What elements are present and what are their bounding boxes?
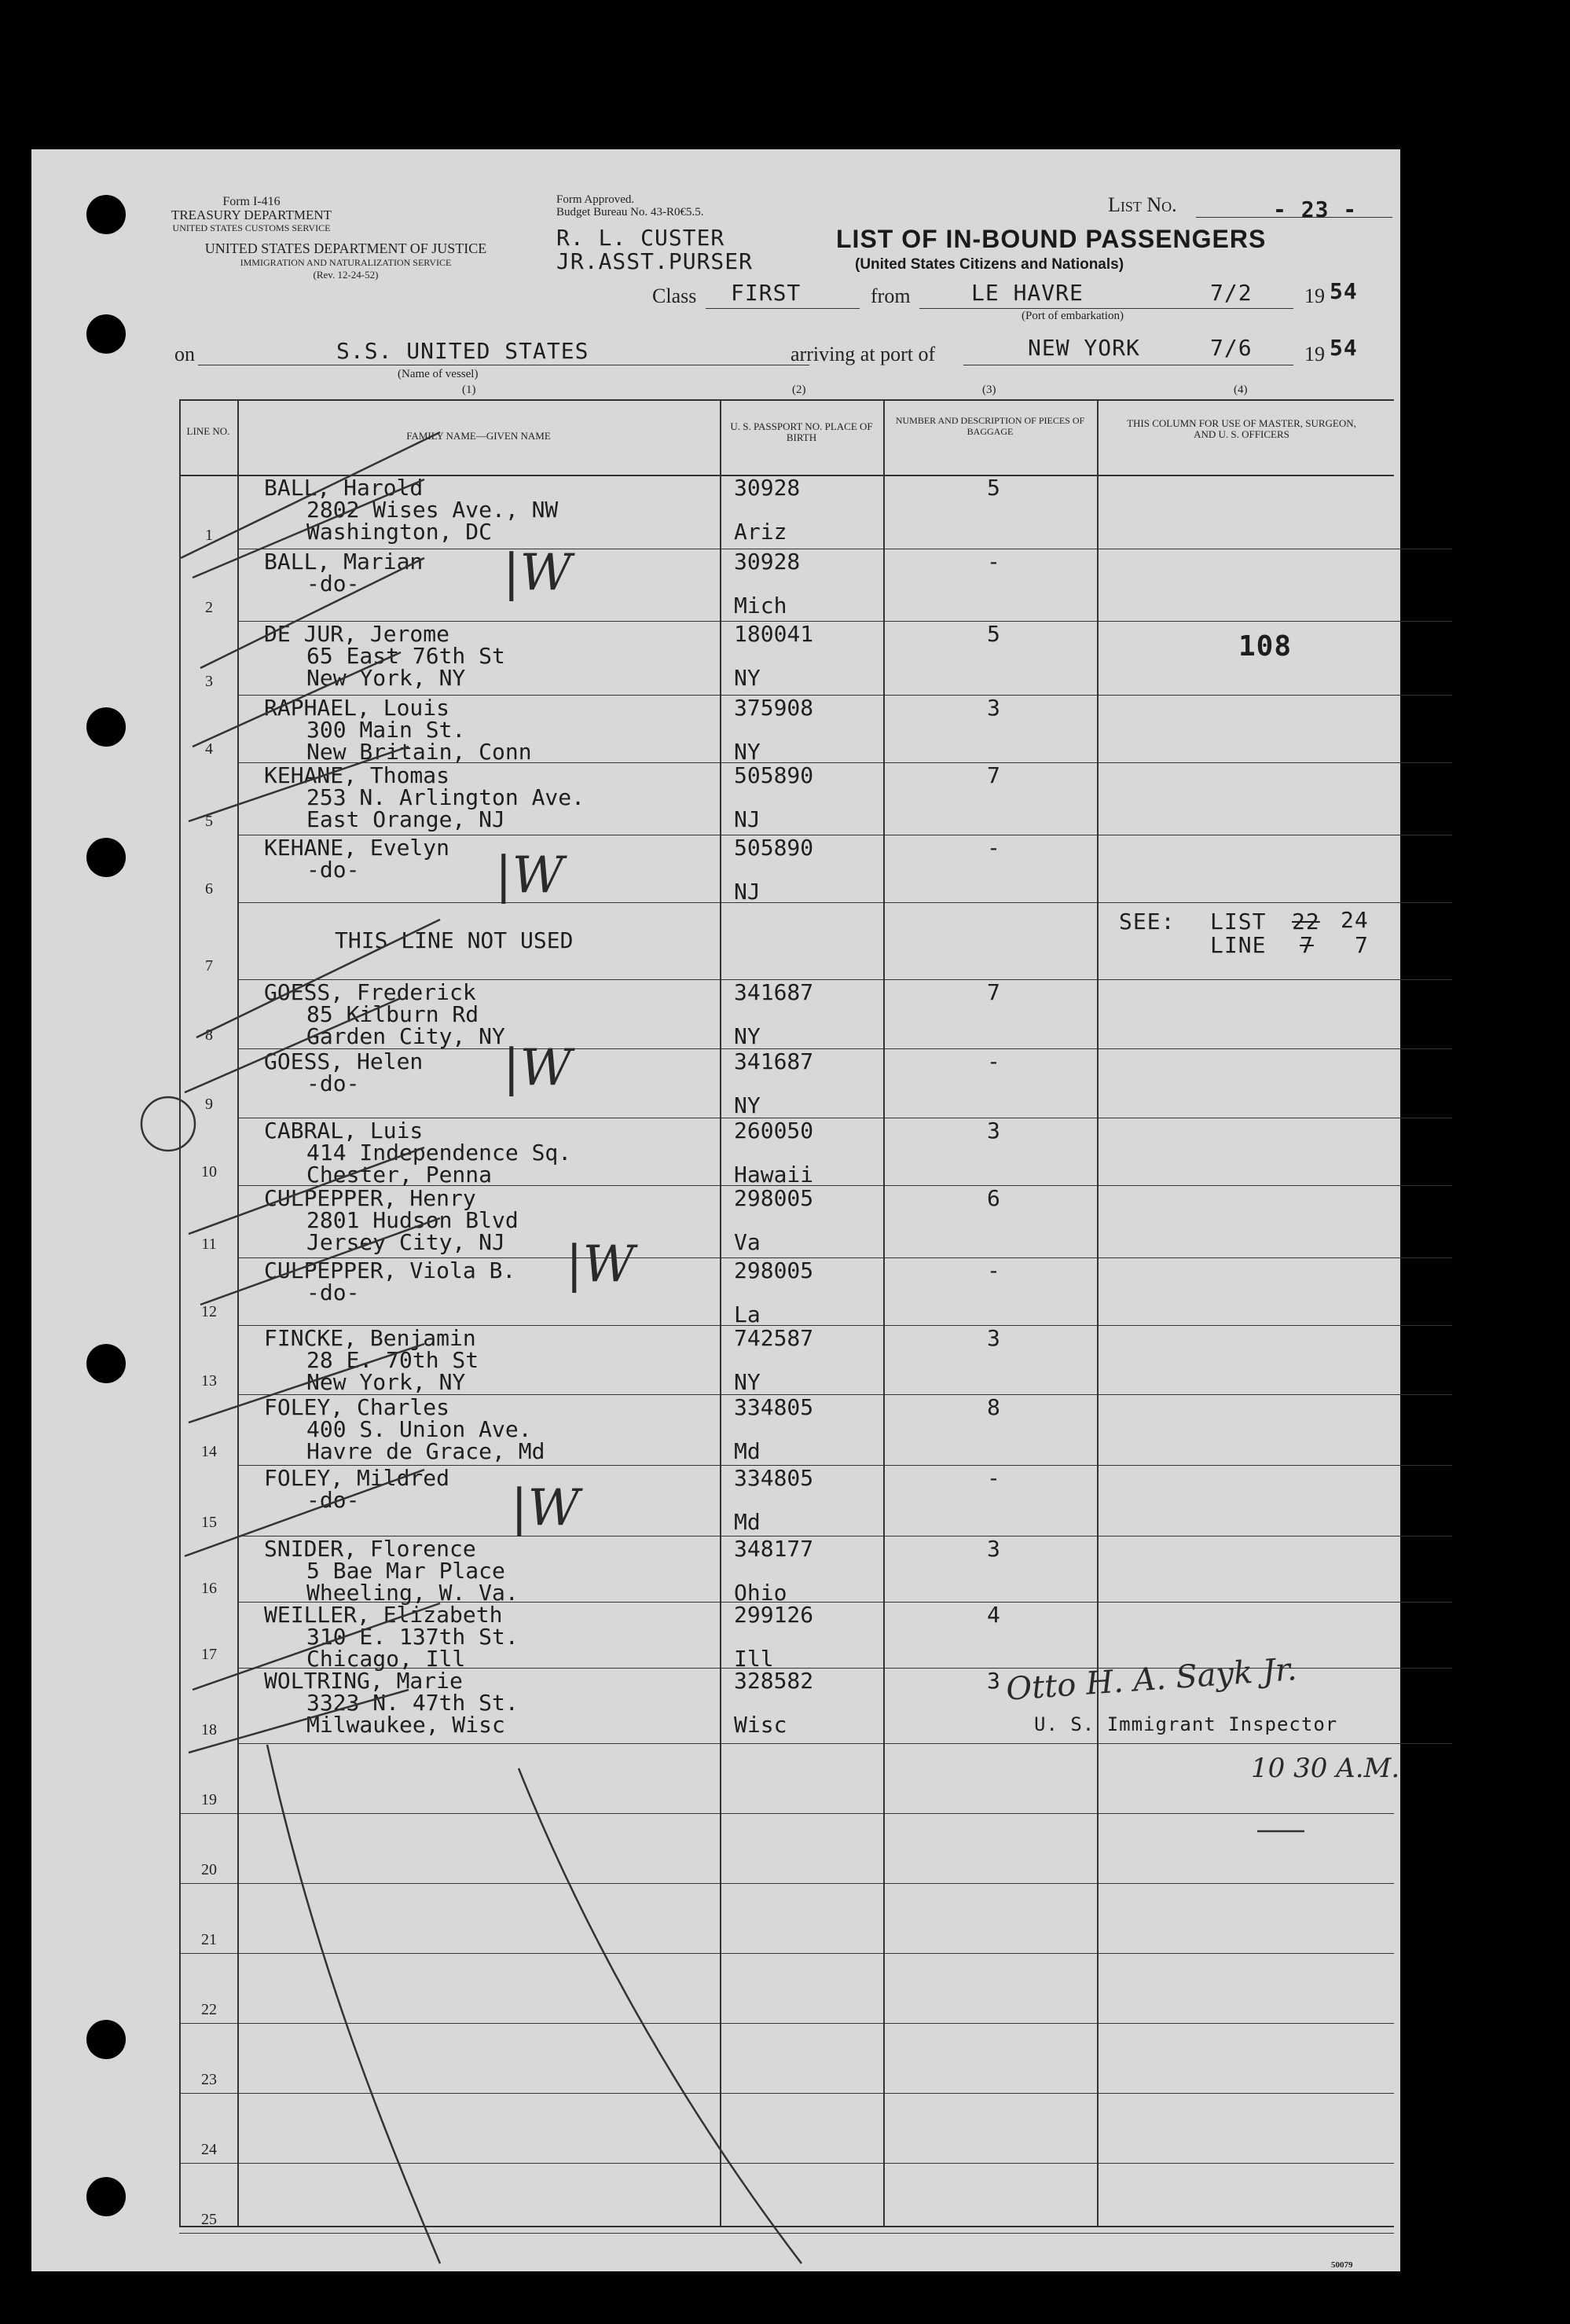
class-label: Class [652,285,697,307]
form-approved: Form Approved. [556,193,635,206]
passenger-name: CULPEPPER, Viola B. [264,1257,516,1283]
baggage-count: - [987,549,1000,575]
passenger-address-line-2: East Orange, NJ [306,806,505,832]
passenger-address-line-1: 2801 Hudson Blvd [306,1207,519,1233]
baggage-count: 7 [987,979,1000,1005]
passenger-name: FOLEY, Charles [264,1394,450,1420]
cancel-stroke [519,1768,802,2263]
line-number: 3 [205,673,213,690]
passport-header: U. S. PASSPORT NO. PLACE OF BIRTH [730,420,873,443]
baggage-count: 3 [987,1325,1000,1351]
passenger-address-line-2: Chicago, Ill [306,1646,466,1672]
place-of-birth: Md [734,1509,761,1535]
passport-number: 30928 [734,475,801,501]
passenger-address-line-1: 310 E. 137th St. [306,1624,519,1650]
line-number: 7 [205,957,213,975]
see-line-struck: 7 [1300,932,1314,958]
check-mark [193,652,401,747]
check-mark [193,479,424,578]
justice-department: UNITED STATES DEPARTMENT OF JUSTICE [204,240,487,256]
place-of-birth: NY [734,1092,761,1118]
passenger-address-line-1: 2802 Wises Ave., NW [306,497,559,523]
check-mark [181,432,440,558]
cancel-stroke [267,1745,440,2263]
see-label: SEE: [1119,909,1176,934]
place-of-birth: La [734,1302,761,1327]
check-mark [189,747,409,821]
passenger-address-line-1: -do- [306,857,360,883]
baggage-count: 8 [987,1394,1000,1420]
year-prefix-1: 19 [1304,285,1325,307]
passport-number: 341687 [734,979,814,1005]
wife-marks [495,544,639,1537]
officer-name: R. L. CUSTER [556,225,725,251]
place-of-birth: NJ [734,806,761,832]
line-7-circle [141,1097,195,1151]
punch-hole [86,314,126,354]
passport-number: 328582 [734,1668,814,1694]
form-revision: (Rev. 12-24-52) [313,269,379,281]
passenger-address-line-1: 3323 N. 47th St. [306,1690,519,1716]
passenger-name: SNIDER, Florence [264,1536,476,1562]
check-mark [200,1218,440,1305]
check-mark [193,1603,440,1690]
place-of-birth: NY [734,665,761,691]
passport-number: 299126 [734,1602,814,1628]
baggage-count: 6 [987,1185,1000,1211]
punch-hole [86,2020,126,2059]
column-number-2: (2) [792,384,806,396]
document-subtitle: (United States Citizens and Nationals) [855,256,1124,273]
passport-number: 180041 [734,621,814,647]
line-number: 14 [201,1443,217,1460]
passenger-name: GOESS, Frederick [264,979,476,1005]
check-mark [189,1690,409,1753]
passenger-address-line-2: New York, NY [306,665,466,691]
passenger-address-line-1: 5 Bae Mar Place [306,1558,505,1584]
baggage-count: - [987,1465,1000,1491]
list-number-value: - 23 - [1273,196,1358,222]
wife-mark: |W [495,846,564,905]
place-of-birth: NY [734,1369,761,1395]
stamp-number: 108 [1238,630,1293,663]
check-mark [185,998,401,1092]
passenger-name: KEHANE, Evelyn [264,835,450,861]
passenger-name: BALL, Harold [264,475,424,501]
passport-number: 742587 [734,1325,814,1351]
wife-mark: |W [511,1479,580,1537]
column-number-1: (1) [462,384,476,396]
from-label: from [871,285,911,307]
place-of-birth: NJ [734,879,761,905]
passenger-address-line-1: -do- [306,1279,360,1305]
line-number: 23 [201,2071,217,2088]
line-number: 9 [205,1096,213,1113]
passenger-address-line-2: Washington, DC [306,519,493,545]
punch-hole [86,707,126,747]
passenger-address-line-2: Milwaukee, Wisc [306,1712,505,1738]
see-list-value: 24 [1341,907,1369,933]
passenger-address-line-1: -do- [306,1487,360,1513]
passenger-name: FINCKE, Benjamin [264,1325,476,1351]
passenger-address-line-1: 300 Main St. [306,717,466,743]
line-number: 24 [201,2141,217,2158]
passenger-address-line-1: 414 Independence Sq. [306,1140,572,1166]
handwritten-marks [31,149,1400,2271]
wife-mark: |W [503,1039,572,1097]
baggage-count: - [987,1257,1000,1283]
passenger-name: KEHANE, Thomas [264,762,450,788]
port-of-embarkation: LE HAVRE [971,280,1084,306]
punch-hole [86,838,126,877]
line-number: 1 [205,527,213,544]
year-2: 54 [1330,335,1358,361]
line-number: 19 [201,1791,217,1808]
inspector-title: U. S. Immigrant Inspector [1034,1713,1338,1735]
baggage-count: 4 [987,1602,1000,1628]
document-page [31,149,1400,2271]
passenger-name: GOESS, Helen [264,1048,424,1074]
year-prefix-2: 19 [1304,343,1325,365]
arrival-port: NEW YORK [1028,335,1140,361]
place-of-birth: Md [734,1438,761,1464]
passenger-address-line-1: 400 S. Union Ave. [306,1416,532,1442]
place-of-birth: Ill [734,1646,774,1672]
arriving-label: arriving at port of [791,343,936,365]
see-list-struck: 22 [1292,909,1320,934]
check-mark [189,1147,424,1234]
passenger-address-line-2: New York, NY [306,1369,466,1395]
passenger-address-line-2: Garden City, NY [306,1023,505,1049]
on-label: on [174,343,195,365]
line-number: 5 [205,813,213,830]
budget-bureau-number: Budget Bureau No. 43-R0€5.5. [556,206,704,218]
column-number-4: (4) [1234,384,1248,396]
passenger-address-line-1: 28 E. 70th St [306,1347,479,1373]
punch-hole [86,2177,126,2216]
passenger-name: DE JUR, Jerome [264,621,450,647]
line-number: 4 [205,740,213,758]
see-line-label: LINE [1210,932,1267,958]
document-title: LIST OF IN-BOUND PASSENGERS [836,225,1267,253]
year-1: 54 [1330,278,1358,304]
passenger-name: RAPHAEL, Louis [264,695,450,721]
line-number: 18 [201,1721,217,1738]
line-number: 21 [201,1931,217,1948]
passenger-address-line-1: 85 Kilburn Rd [306,1001,479,1027]
passenger-address-line-2: Chester, Penna [306,1162,493,1188]
name-header: FAMILY NAME—GIVEN NAME [406,430,551,442]
place-of-birth: Wisc [734,1712,787,1738]
place-of-birth: Mich [734,593,787,619]
line-number: 10 [201,1163,217,1180]
arrival-date: 7/6 [1210,335,1253,361]
immigration-service: IMMIGRATION AND NATURALIZATION SERVICE [240,257,452,268]
place-of-birth: Ariz [734,519,787,545]
passenger-address-line-1: 65 East 76th St [306,643,505,669]
wife-mark: |W [566,1235,635,1294]
time-annotation: 10 30 A.M. [1251,1753,1400,1784]
line-number: 6 [205,880,213,898]
baggage-count: 3 [987,1668,1000,1694]
check-mark [200,558,424,668]
passenger-name: WOLTRING, Marie [264,1668,463,1694]
baggage-count: 5 [987,475,1000,501]
line-number-header: LINE NO. [186,425,230,437]
passenger-address-line-2: New Britain, Conn [306,739,532,765]
passenger-address-line-1: -do- [306,571,360,597]
place-of-birth: NY [734,1023,761,1049]
line-number: 17 [201,1646,217,1663]
list-number-label: List No. [1108,193,1177,216]
baggage-count: 3 [987,1118,1000,1144]
passport-number: 375908 [734,695,814,721]
check-marks [141,432,1304,2263]
passenger-name: BALL, Marian [264,549,424,575]
see-list-label: LIST [1210,909,1267,934]
line-number: 20 [201,1861,217,1878]
customs-service: UNITED STATES CUSTOMS SERVICE [172,222,331,233]
passport-number: 334805 [734,1465,814,1491]
passport-number: 298005 [734,1185,814,1211]
class-value: FIRST [731,280,802,306]
port-caption: (Port of embarkation) [1022,310,1124,322]
passenger-name: CULPEPPER, Henry [264,1185,476,1211]
passport-number: 505890 [734,835,814,861]
passport-number: 348177 [734,1536,814,1562]
line-number: 8 [205,1026,213,1044]
line-number: 25 [201,2211,217,2228]
passenger-name: CABRAL, Luis [264,1118,424,1144]
line-number: 12 [201,1303,217,1320]
vessel-caption: (Name of vessel) [398,368,479,380]
passport-number: 341687 [734,1048,814,1074]
passenger-name: WEILLER, Elizabeth [264,1602,503,1628]
place-of-birth: Hawaii [734,1162,814,1188]
passenger-address-line-2: Havre de Grace, Md [306,1438,545,1464]
line-number: 11 [201,1235,217,1253]
place-of-birth: Ohio [734,1580,787,1606]
passport-number: 334805 [734,1394,814,1420]
passenger-name: FOLEY, Mildred [264,1465,450,1491]
passenger-address-line-1: 253 N. Arlington Ave. [306,784,585,810]
passport-number: 30928 [734,549,801,575]
passport-number: 505890 [734,762,814,788]
treasury-department: TREASURY DEPARTMENT [171,207,332,222]
line-number: 15 [201,1514,217,1531]
passenger-address-line-2: Wheeling, W. Va. [306,1580,519,1606]
passport-number: 260050 [734,1118,814,1144]
embarkation-date: 7/2 [1210,280,1253,306]
punch-hole [86,195,126,234]
passenger-address-line-1: -do- [306,1070,360,1096]
column-number-3: (3) [982,384,996,396]
check-mark [196,920,440,1037]
line-number: 13 [201,1372,217,1390]
check-mark [185,1470,424,1556]
line-number: 2 [205,599,213,616]
place-of-birth: Va [734,1229,761,1255]
officers-header: THIS COLUMN FOR USE OF MASTER, SURGEON, AND U. S. OFFICERS [1127,417,1356,440]
wife-mark: |W [503,544,572,602]
passenger-address-line-2: Jersey City, NJ [306,1229,505,1255]
line-number: 22 [201,2001,217,2018]
vessel-name: S.S. UNITED STATES [336,338,589,364]
baggage-count: 7 [987,762,1000,788]
baggage-count: 3 [987,695,1000,721]
check-mark [189,1344,424,1423]
baggage-count: - [987,1048,1000,1074]
form-number: Form I-416 [222,195,281,208]
baggage-header: NUMBER AND DESCRIPTION OF PIECES OF BAGGAGE [895,415,1085,437]
passport-number: 298005 [734,1257,814,1283]
officer-title: JR.ASST.PURSER [556,248,754,274]
footer-code: 50079 [1331,2260,1353,2270]
place-of-birth: NY [734,739,761,765]
line-not-used-note: THIS LINE NOT USED [335,927,574,953]
line-number: 16 [201,1580,217,1597]
baggage-count: 5 [987,621,1000,647]
baggage-count: - [987,835,1000,861]
punch-hole [86,1344,126,1383]
baggage-count: 3 [987,1536,1000,1562]
inspector-signature: Otto H. A. Sayk Jr. [1004,1651,1298,1708]
see-line-value: 7 [1355,932,1369,958]
